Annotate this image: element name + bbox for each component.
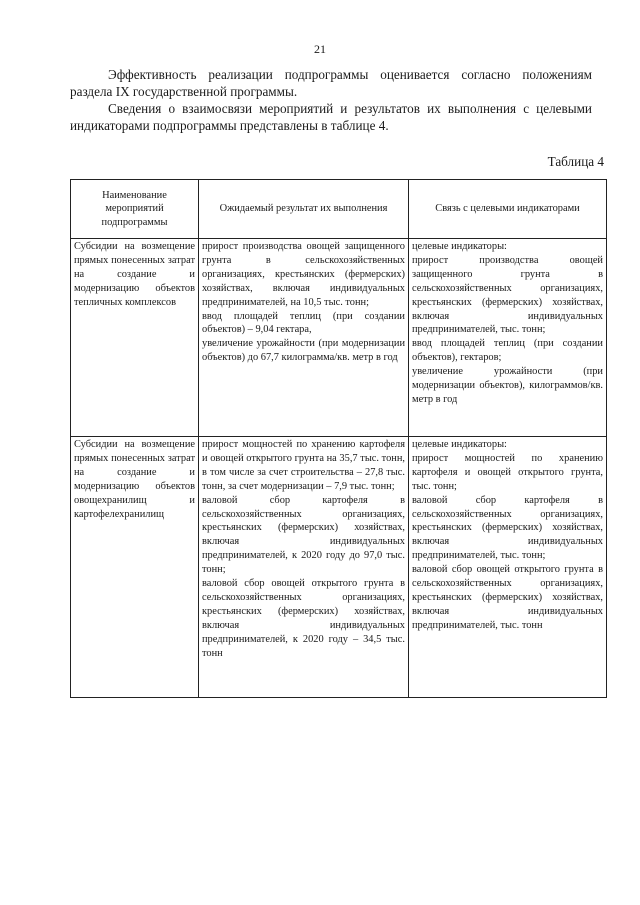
indicator-cell xyxy=(409,437,607,698)
indicator-cell xyxy=(409,239,607,437)
expected-result-cell xyxy=(199,437,409,698)
result-item: увеличение урожайности (при модернизации объектов) до 67,7 килограмма/кв. метр в год xyxy=(202,338,405,364)
measure-name: Субсидии на возмещение прямых понесенных затрат на создание и модернизацию объектов тепличных комплексов xyxy=(74,241,195,308)
indicator-item: целевые индикаторы: xyxy=(412,439,507,450)
indicator-item: прирост мощностей по хранению картофеля и овощей открытого грунта, тыс. тонн; xyxy=(412,452,603,492)
table-caption: Таблица 4 xyxy=(547,154,604,169)
indicator-item: целевые индикаторы: xyxy=(412,241,507,252)
table-row xyxy=(71,239,607,437)
header-expected-result: Ожидаемый результат их выполнения xyxy=(199,180,409,239)
paragraph-table-reference: Сведения о взаимосвязи мероприятий и результатов их выполнения с целевыми индикаторами подпрограммы представлены в таблице 4. xyxy=(70,101,592,133)
result-item: ввод площадей теплиц (при создании объектов) – 9,04 гектара, xyxy=(202,310,405,336)
measure-name-cell xyxy=(71,239,199,437)
measure-name-cell xyxy=(71,437,199,698)
measures-indicators-table xyxy=(70,179,607,698)
measure-name: Субсидии на возмещение прямых понесенных затрат на создание и модернизацию объектов овощехранилищ и картофелехранилищ xyxy=(74,439,195,520)
header-measure-name: Наименование мероприятий подпрограммы xyxy=(71,180,199,239)
header-indicator-link: Связь с целевыми индикаторами xyxy=(409,180,607,239)
expected-result-cell xyxy=(199,239,409,437)
indicator-item: ввод площадей теплиц (при создании объектов), гектаров; xyxy=(412,338,603,364)
result-item: прирост производства овощей защищенного грунта в сельскохозяйственных организациях, крестьянских (фермерских) хозяйствах, включая индивидуальных предпринимателей, на 10,5 тыс. тонн; xyxy=(202,241,405,308)
result-item: валовой сбор овощей открытого грунта в сельскохозяйственных организациях, крестьянских (фермерских) хозяйствах, включая индивидуальных предпринимателей, к 2020 году – 34,5 тыс. тонн xyxy=(202,578,405,659)
indicator-item: прирост производства овощей защищенного грунта в сельскохозяйственных организациях, крестьянских (фермерских) хозяйствах, включая индивидуальных предпринимателей, тыс. тонн; xyxy=(412,254,603,336)
table-row xyxy=(71,437,607,698)
result-item: валовой сбор картофеля в сельскохозяйственных организациях, крестьянских (фермерских) хозяйствах, включая индивидуальных предпринимателей, к 2020 году до 97,0 тыс. тонн; xyxy=(202,494,405,576)
page-number: 21 xyxy=(314,42,326,56)
table-header-row xyxy=(71,180,607,239)
result-item: прирост мощностей по хранению картофеля и овощей открытого грунта на 35,7 тыс. тонн, в том числе за счет строительства – 27,8 тыс. тонн, за счет модернизации – 7,9 тыс. тонн; xyxy=(202,439,405,492)
paragraph-efficiency: Эффективность реализации подпрограммы оценивается согласно положениям раздела IX государственной программы. xyxy=(70,67,592,99)
indicator-item: валовой сбор овощей открытого грунта в сельскохозяйственных организациях, крестьянских (фермерских) хозяйствах, включая индивидуальных предпринимателей, тыс. тонн xyxy=(412,564,603,631)
indicator-item: увеличение урожайности (при модернизации объектов), килограммов/кв. метр в год xyxy=(412,366,603,405)
indicator-item: валовой сбор картофеля в сельскохозяйственных организациях, крестьянских (фермерских) хозяйствах, включая индивидуальных предпринимателей, тыс. тонн; xyxy=(412,494,603,562)
